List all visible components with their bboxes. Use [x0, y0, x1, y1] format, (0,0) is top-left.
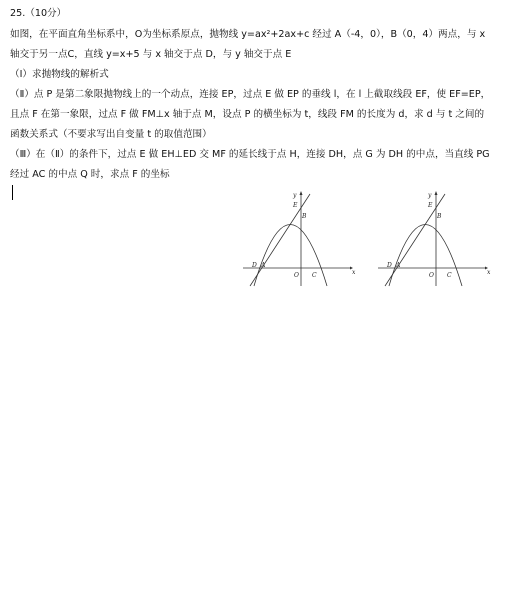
label-y: y — [428, 192, 432, 199]
label-b: B — [437, 213, 442, 220]
label-e: E — [293, 202, 298, 209]
label-c: C — [447, 272, 452, 279]
part-2-line-1: （Ⅱ）点 P 是第二象限抛物线上的一个动点，连接 EP，过点 E 做 EP 的垂线 l，在 l 上截取线段 EF，使 EF=EP， — [10, 89, 491, 100]
label-d: D — [252, 262, 257, 269]
figure-1 — [238, 188, 358, 288]
figure-2 — [373, 188, 493, 288]
label-o: O — [429, 272, 434, 279]
question-intro-line-2: 轴交于另一点C，直线 y=x+5 与 x 轴交于点 D，与 y 轴交于点 E — [10, 49, 292, 60]
label-x: x — [487, 269, 491, 276]
question-intro-line-1: 如图，在平面直角坐标系中，O为坐标系原点，抛物线 y=ax²+2ax+c 经过 A（-4，0），B（0，4）两点，与 x — [10, 29, 486, 40]
question-number: 25.（10分） — [10, 8, 67, 19]
y-axis-arrow — [300, 191, 303, 195]
label-y: y — [293, 192, 297, 199]
y-axis-arrow — [435, 191, 438, 195]
part-1-text: （Ⅰ）求抛物线的解析式 — [10, 69, 109, 80]
label-b: B — [302, 213, 307, 220]
text-cursor[interactable] — [12, 185, 13, 200]
label-a: A — [261, 262, 266, 269]
part-2-line-2: 且点 F 在第一象限，过点 F 做 FM⊥x 轴于点 M，设点 P 的横坐标为 t，线段 FM 的长度为 d，求 d 与 t 之间的 — [10, 109, 485, 120]
label-c: C — [312, 272, 317, 279]
part-2-line-3: 函数关系式（不要求写出自变量 t 的取值范围） — [10, 129, 212, 140]
label-d: D — [387, 262, 392, 269]
label-x: x — [352, 269, 356, 276]
part-3-line-1: （Ⅲ）在（Ⅱ）的条件下，过点 E 做 EH⊥ED 交 MF 的延长线于点 H，连接 DH，点 G 为 DH 的中点，当直线 PG — [10, 149, 490, 160]
label-e: E — [428, 202, 433, 209]
part-3-line-2: 经过 AC 的中点 Q 时，求点 F 的坐标 — [10, 169, 170, 180]
label-a: A — [396, 262, 401, 269]
label-o: O — [294, 272, 299, 279]
